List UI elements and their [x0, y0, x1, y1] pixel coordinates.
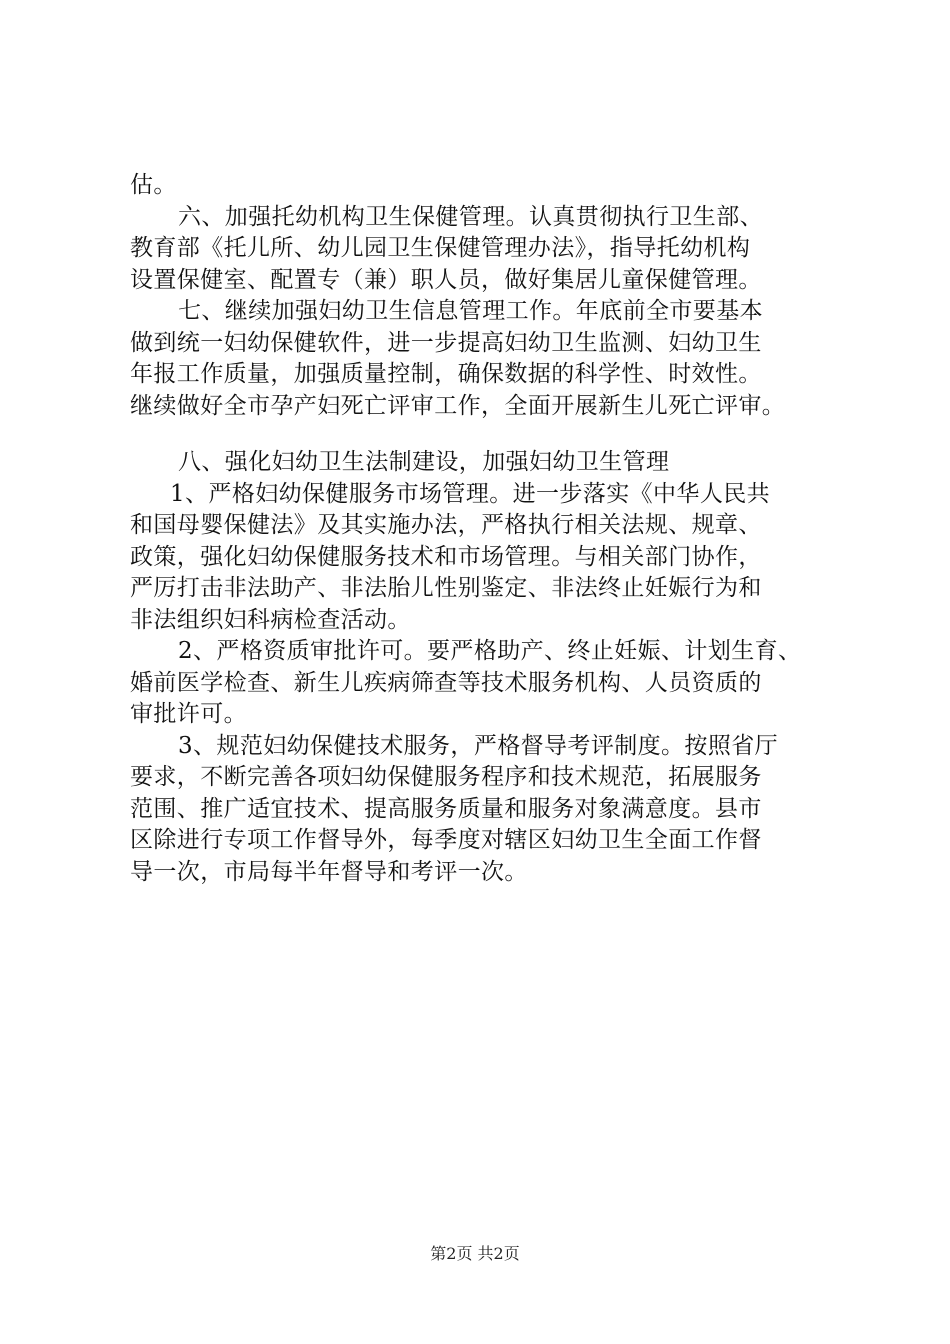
list-item-2: 2、严格资质审批许可。要严格助产、终止妊娠、计划生育、 — [178, 638, 802, 664]
paragraph-line: 婚前医学检查、新生儿疾病筛查等技术服务机构、人员资质的 — [130, 669, 762, 696]
paragraph-line: 要求，不断完善各项妇幼保健服务程序和技术规范，拓展服务 — [130, 764, 762, 790]
paragraph-line: 做到统一妇幼保健软件，进一步提高妇幼卫生监测、妇幼卫生 — [130, 329, 762, 356]
paragraph-line: 和国母婴保健法》及其实施办法，严格执行相关法规、规章、 — [130, 512, 762, 538]
paragraph-spacer — [130, 422, 860, 447]
document-body — [130, 170, 860, 888]
section-heading-7: 七、继续加强妇幼卫生信息管理工作。年底前全市要基本 — [178, 298, 763, 324]
list-item-3: 3、规范妇幼保健技术服务，严格督导考评制度。按照省厅 — [178, 732, 779, 759]
paragraph-line: 范围、推广适宜技术、提高服务质量和服务对象满意度。县市 — [130, 795, 762, 822]
section-heading-6: 六、加强托幼机构卫生保健管理。认真贯彻执行卫生部、 — [178, 203, 763, 230]
paragraph-line: 导一次，市局每半年督导和考评一次。 — [130, 858, 528, 885]
paragraph-line: 教育部《托儿所、幼儿园卫生保健管理办法》，指导托幼机构 — [130, 235, 751, 261]
paragraph-line: 严厉打击非法助产、非法胎儿性别鉴定、非法终止妊娠行为和 — [130, 575, 762, 601]
list-item-1: 1、严格妇幼保健服务市场管理。进一步落实《中华人民共 — [170, 480, 771, 507]
page-number-footer: 第2页 共2页 — [430, 1244, 520, 1263]
paragraph-line: 区除进行专项工作督导外，每季度对辖区妇幼卫生全面工作督 — [130, 827, 762, 853]
paragraph-line: 设置保健室、配置专（兼）职人员，做好集居儿童保健管理。 — [130, 266, 762, 293]
paragraph-line: 估。 — [130, 172, 177, 198]
paragraph-line: 审批许可。 — [130, 701, 247, 727]
paragraph-line: 继续做好全市孕产妇死亡评审工作，全面开展新生儿死亡评审。 — [130, 392, 786, 419]
section-heading-8: 八、强化妇幼卫生法制建设，加强妇幼卫生管理 — [178, 449, 670, 475]
paragraph-line: 非法组织妇科病检查活动。 — [130, 606, 411, 633]
paragraph-line: 政策，强化妇幼保健服务技术和市场管理。与相关部门协作， — [130, 543, 762, 570]
paragraph-line: 年报工作质量，加强质量控制，确保数据的科学性、时效性。 — [130, 361, 762, 387]
